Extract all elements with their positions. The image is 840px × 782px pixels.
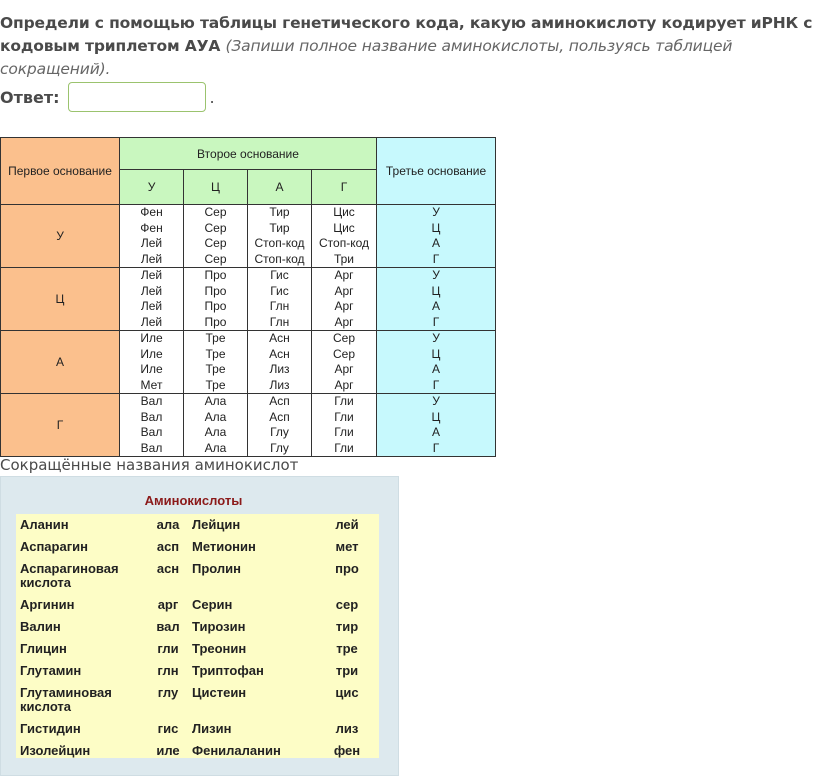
abbrev-table-title: Аминокислоты [144,493,243,508]
aa-abbr: асп [156,539,180,554]
table-row [18,740,376,762]
codon-cell: Тир Тир Стоп-код Стоп-код [248,205,312,268]
aa-abbr: тре [336,641,358,656]
codon-cell: Вал Вал Вал Вал [120,394,184,457]
aa-abbr: сер [335,597,359,612]
aa-name: Аспарагин [20,539,88,554]
aa-abbr: мет [335,539,359,554]
first-base-cell: Ц [1,268,120,331]
codon-cell: Гли Гли Гли Гли [312,394,377,457]
first-base-header: Первое основание [1,138,120,205]
genetic-code-table [0,137,496,457]
aa-name: Лейцин [192,517,241,532]
aa-name: Валин [20,619,61,634]
codon-cell: Асн Асн Лиз Лиз [248,331,312,394]
aa-abbr: три [335,663,359,678]
aa-name: Гистидин [20,721,81,736]
aa-name: Серин [192,597,233,612]
aa-name: Фенилаланин [192,743,281,758]
aa-abbr: про [335,561,359,576]
table-row [18,682,376,718]
aa-abbr: вал [156,619,180,634]
answer-suffix: . [209,87,215,107]
third-base-cell: У Ц А Г [377,331,496,394]
codon-cell: Ала Ала Ала Ала [184,394,248,457]
table-row [1,394,496,457]
table-row [18,660,376,682]
table-row [18,638,376,660]
answer-label: Ответ: [0,87,60,107]
codon-cell: Арг Арг Арг Арг [312,268,377,331]
table-row [18,616,376,638]
aa-abbr: лей [335,517,359,532]
table-row [1,268,496,331]
codon-cell: Иле Иле Иле Мет [120,331,184,394]
first-base-cell: А [1,331,120,394]
aa-name: Треонин [192,641,247,656]
table-row [18,718,376,740]
question-hint: (Запиши полное название аминокислоты, пользуясь таблицей сокращений). [0,37,733,78]
codon-cell: Лей Лей Лей Лей [120,268,184,331]
aa-abbr: иле [156,743,180,758]
codon-cell: Фен Фен Лей Лей [120,205,184,268]
table-row [18,594,376,616]
aa-abbr: лиз [335,721,359,736]
amino-acid-abbrev-box [0,476,399,776]
third-base-cell: У Ц А Г [377,205,496,268]
aa-name: Метионин [192,539,256,554]
table-row [18,558,376,594]
aa-abbr: тир [335,619,359,634]
aa-name: Аргинин [20,597,75,612]
aa-abbr: цис [335,685,359,700]
aa-abbr: ала [156,517,180,532]
abbrev-panel [16,514,379,758]
aa-abbr: гли [157,641,179,656]
aa-name: Цистеин [192,685,247,700]
question-main: Определи с помощью таблицы генетического кода, какую аминокислоту кодирует иРНК с кодовым триплетом АУА [0,14,813,55]
second-base-g: Г [312,170,377,205]
second-base-a: А [248,170,312,205]
codon-cell: Сер Сер Сер Сер [184,205,248,268]
table-row [1,205,496,268]
aa-name: Аланин [20,517,69,532]
codon-cell: Цис Цис Стоп-код Три [312,205,377,268]
second-base-header: Второе основание [120,138,377,170]
table-row [1,331,496,394]
first-base-cell: Г [1,394,120,457]
aa-name: Триптофан [192,663,264,678]
third-base-cell: У Ц А Г [377,268,496,331]
table-row [18,536,376,558]
aa-name: Пролин [192,561,242,576]
third-base-cell: У Ц А Г [377,394,496,457]
codon-cell: Гис Гис Глн Глн [248,268,312,331]
codon-cell: Тре Тре Тре Тре [184,331,248,394]
aa-name: Глутамин [20,663,82,678]
aa-name: Тирозин [192,619,246,634]
codon-cell: Про Про Про Про [184,268,248,331]
aa-name: Лизин [192,721,232,736]
answer-input[interactable] [68,82,206,112]
first-base-cell: У [1,205,120,268]
abbrev-heading: Сокращённые названия аминокислот [0,456,299,474]
aa-name: Глицин [20,641,67,656]
aa-name: Глутаминовая кислота [20,685,112,714]
answer-row [0,80,215,114]
codon-cell: Сер Сер Арг Арг [312,331,377,394]
codon-cell: Асп Асп Глу Глу [248,394,312,457]
third-base-header: Третье основание [377,138,496,205]
question-text [0,12,835,81]
abbrev-table [18,514,376,762]
aa-abbr: асн [156,561,180,576]
aa-abbr: арг [157,597,179,612]
aa-abbr: глу [157,685,179,700]
second-base-c: Ц [184,170,248,205]
aa-abbr: гис [157,721,179,736]
aa-name: Изолейцин [20,743,91,758]
aa-name: Аспарагиновая кислота [20,561,119,590]
aa-abbr: глн [157,663,179,678]
aa-abbr: фен [333,743,361,758]
second-base-u: У [120,170,184,205]
table-row [18,514,376,536]
